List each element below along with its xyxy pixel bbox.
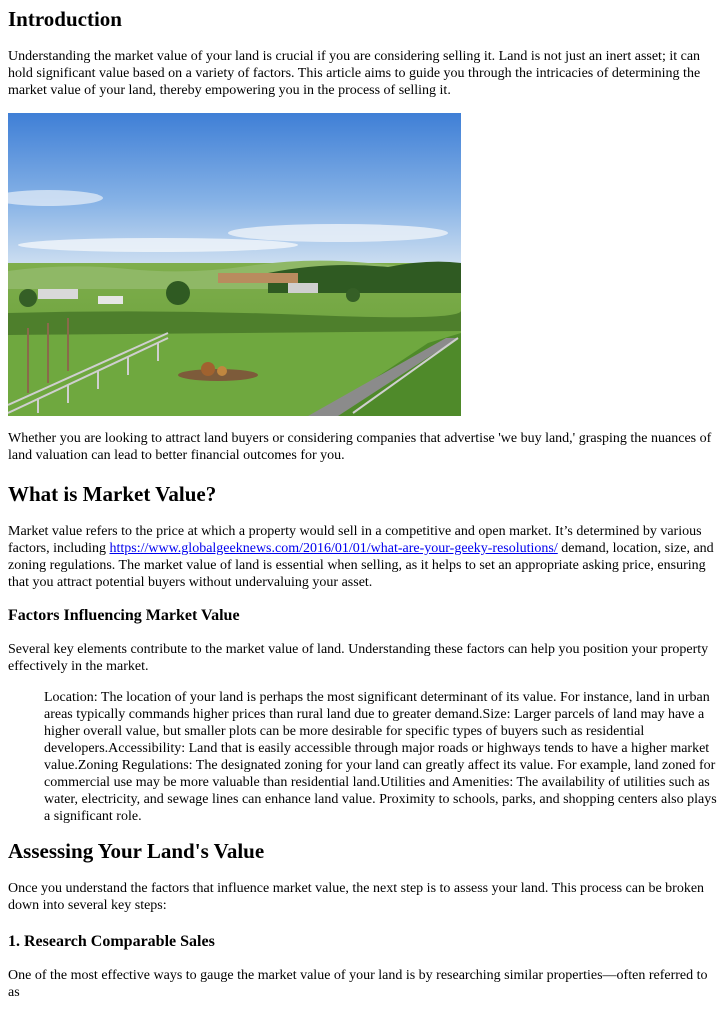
intro-heading: Introduction — [8, 7, 122, 31]
factors-heading: Factors Influencing Market Value — [8, 607, 240, 624]
factors-blockquote: Location: The location of your land is perhaps the most significant determinant of its value. For instance, land in urban areas typically commands higher prices than rural land due to greater demand.Size: Larger parcels of land may have a higher overall value, but smaller plots can be more desirable for specific types of buyers such as residential developers.Accessibility: Land that is easily accessible through major roads or highways tends to have a higher market value.Zoning Regulations: The designated zoning for your land can greatly affect its value. For example, land zoned for commercial use may be more valuable than residential land.Utilities and Amenities: The availability of utilities such as water, electricity, and sewage lines can enhance land value. Proximity to schools, parks, and shopping centers also plays a significant role. — [44, 690, 717, 824]
market-value-text-after: demand, location, size, and zoning regulations. The market value of land is essential when selling, as it helps to set an appropriate asking price, ensuring that you attract potential buyers without undervaluing your asset. — [8, 541, 714, 590]
after-image-paragraph: Whether you are looking to attract land buyers or considering companies that advertise 'we buy land,' grasping the nuances of land valuation can lead to better financial outcomes for you. — [8, 431, 712, 463]
rural-landscape-image — [8, 113, 461, 416]
market-value-heading: What is Market Value? — [8, 482, 217, 506]
research-paragraph: One of the most effective ways to gauge the market value of your land is by researching similar properties—often referred to as — [8, 968, 708, 1000]
research-heading: 1. Research Comparable Sales — [8, 933, 215, 950]
factors-paragraph: Several key elements contribute to the market value of land. Understanding these factors can help you position your property effectively in the market. — [8, 642, 709, 674]
market-value-text-before: Market value refers to the price at which a property would sell in a competitive and open market. It’s determined by various factors, including — [8, 524, 702, 556]
intro-paragraph: Understanding the market value of your land is crucial if you are considering selling it. Land is not just an inert asset; it can hold significant value based on a variety of factors. This article aims to guide you through the intricacies of determining the market value of your land, thereby empowering you in the process of selling it. — [8, 49, 701, 98]
assessing-heading: Assessing Your Land's Value — [8, 839, 265, 863]
geeky-resolutions-link[interactable]: https://www.globalgeeknews.com/2016/01/01/what-are-your-geeky-resolutions/ — [109, 541, 558, 556]
assessing-paragraph: Once you understand the factors that influence market value, the next step is to assess your land. This process can be broken down into several key steps: — [8, 881, 705, 913]
market-value-paragraph — [8, 523, 714, 591]
